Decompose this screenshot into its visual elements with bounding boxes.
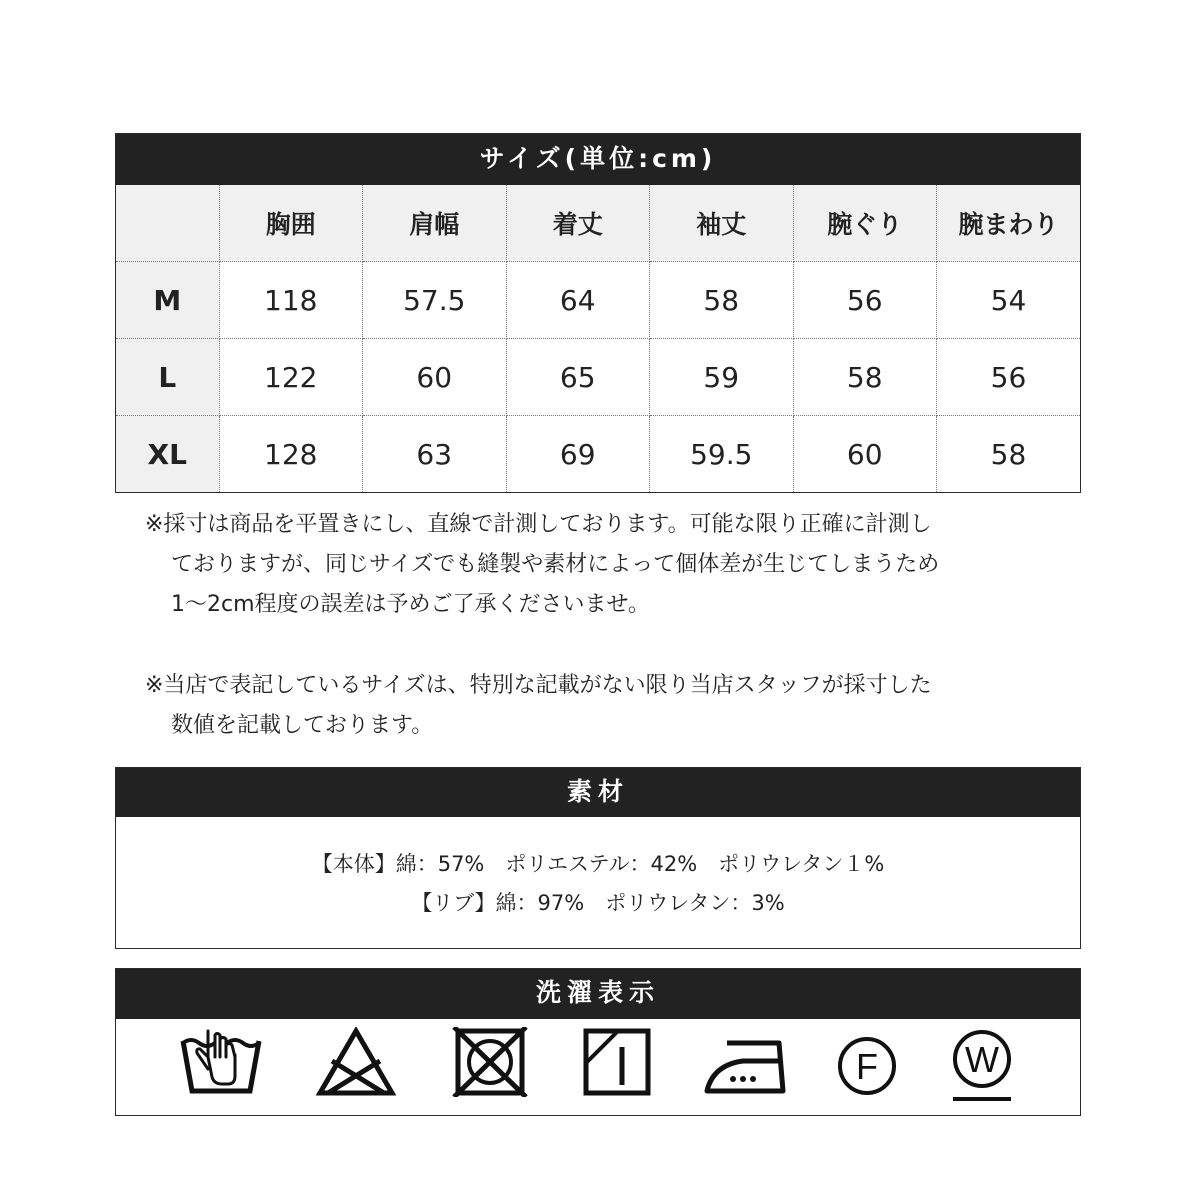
size-label: XL: [116, 416, 219, 493]
material-line-body: 【本体】綿：57% ポリエステル：42% ポリウレタン１%: [311, 852, 885, 876]
note-line: 数値を記載しております。: [171, 713, 434, 738]
size-label: L: [116, 339, 219, 416]
dry-clean-f-icon: [836, 1027, 898, 1097]
table-cell: 58: [937, 416, 1081, 493]
no-tumble-dry-icon: [452, 1027, 528, 1097]
table-cell: 65: [506, 339, 650, 416]
material-section: [115, 767, 1081, 949]
table-cell: 56: [793, 262, 937, 339]
table-row: [116, 262, 1080, 339]
table-cell: 58: [793, 339, 937, 416]
no-bleach-icon: [316, 1027, 396, 1097]
note-line: ておりますが、同じサイズでも縫製や素材によって個体差が生じてしまうため: [171, 552, 940, 577]
material-title: 素材: [116, 768, 1080, 817]
table-cell: 59.5: [650, 416, 794, 493]
line-dry-icon: [582, 1027, 652, 1097]
material-content: [116, 817, 1080, 923]
table-cell: 56: [937, 339, 1081, 416]
size-table-header-row: [116, 185, 1080, 262]
wet-clean-letter: W: [965, 1039, 999, 1080]
table-cell: 59: [650, 339, 794, 416]
table-cell: 60: [793, 416, 937, 493]
washing-title: 洗濯表示: [116, 969, 1080, 1019]
low-iron-icon: [703, 1027, 787, 1097]
size-note: [145, 666, 1075, 746]
table-cell: 63: [363, 416, 507, 493]
header-corner: [116, 185, 219, 262]
hand-wash-icon: [180, 1027, 262, 1097]
table-row: [116, 339, 1080, 416]
washing-section: [115, 968, 1081, 1116]
table-cell: 128: [219, 416, 363, 493]
table-cell: 54: [937, 262, 1081, 339]
header-shoulder: 肩幅: [363, 185, 507, 262]
table-cell: 60: [363, 339, 507, 416]
dry-clean-letter: F: [856, 1046, 878, 1087]
measurement-note: [145, 505, 1075, 625]
size-table-section: [115, 133, 1081, 493]
header-chest: 胸囲: [219, 185, 363, 262]
table-cell: 64: [506, 262, 650, 339]
material-line-rib: 【リブ】綿：97% ポリウレタン：3%: [411, 891, 785, 915]
size-table-title: サイズ(単位:cm): [116, 134, 1080, 185]
table-cell: 57.5: [363, 262, 507, 339]
note-line: ※当店で表記しているサイズは、特別な記載がない限り当店スタッフが採寸した: [145, 673, 932, 698]
header-sleeve: 袖丈: [650, 185, 794, 262]
size-table: [116, 185, 1080, 492]
note-line: 1～2cm程度の誤差は予めご了承くださいませ。: [171, 592, 650, 617]
table-cell: 122: [219, 339, 363, 416]
note-line: ※採寸は商品を平置きにし、直線で計測しております。可能な限り正確に計測し: [145, 512, 932, 537]
table-cell: 118: [219, 262, 363, 339]
table-cell: 58: [650, 262, 794, 339]
size-label: M: [116, 262, 219, 339]
table-cell: 69: [506, 416, 650, 493]
wet-clean-w-icon: [949, 1027, 1015, 1103]
table-row: [116, 416, 1080, 493]
header-arm-circumference: 腕まわり: [937, 185, 1081, 262]
header-armhole: 腕ぐり: [793, 185, 937, 262]
header-length: 着丈: [506, 185, 650, 262]
